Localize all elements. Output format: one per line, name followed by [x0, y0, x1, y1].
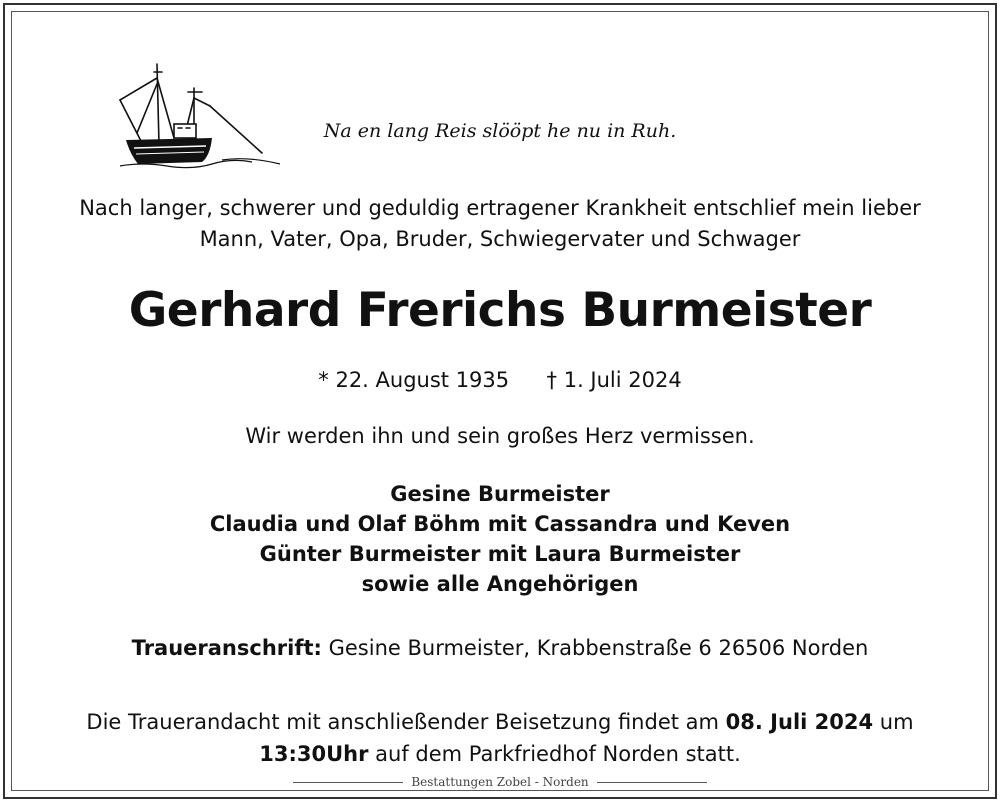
remembrance-text: Wir werden ihn und sein großes Herz vermissen. [245, 424, 755, 448]
address-label: Traueranschrift: [131, 636, 322, 660]
family-member: Claudia und Olaf Böhm mit Cassandra und Keven [209, 512, 791, 536]
funeral-home-footer [0, 775, 1000, 789]
service-date: 08. Juli 2024 [725, 710, 874, 734]
intro-line: Nach langer, schwerer und geduldig ertragener Krankheit entschlief mein lieber [79, 196, 921, 220]
service-text: um [879, 710, 914, 734]
divider [293, 782, 403, 783]
deceased-name: Gerhard Frerichs Burmeister [128, 283, 872, 338]
service-time: 13:30Uhr [259, 742, 369, 766]
address-value: Gesine Burmeister, Krabbenstraße 6 26506 Norden [328, 636, 869, 660]
birth-symbol: * [318, 368, 329, 392]
funeral-home-name: Bestattungen Zobel - Norden [411, 775, 589, 789]
family-list [0, 479, 1000, 599]
death-date: 1. Juli 2024 [563, 368, 682, 392]
family-member: Günter Burmeister mit Laura Burmeister [259, 542, 741, 566]
family-member: sowie alle Angehörigen [361, 572, 639, 596]
intro-text [30, 193, 970, 255]
service-info [30, 706, 970, 770]
divider [597, 782, 707, 783]
fishing-boat-icon [112, 58, 282, 173]
service-text: Die Trauerandacht mit anschließender Beisetzung findet am [86, 710, 719, 734]
mourning-address [0, 636, 1000, 660]
death-symbol: † [546, 368, 558, 392]
birth-date: 22. August 1935 [335, 368, 510, 392]
life-dates [0, 368, 1000, 392]
service-text: auf dem Parkfriedhof Norden statt. [375, 742, 741, 766]
intro-line: Mann, Vater, Opa, Bruder, Schwiegervater und Schwager [199, 227, 801, 251]
family-member: Gesine Burmeister [390, 482, 610, 506]
motto: Na en lang Reis slööpt he nu in Ruh. [323, 120, 677, 142]
